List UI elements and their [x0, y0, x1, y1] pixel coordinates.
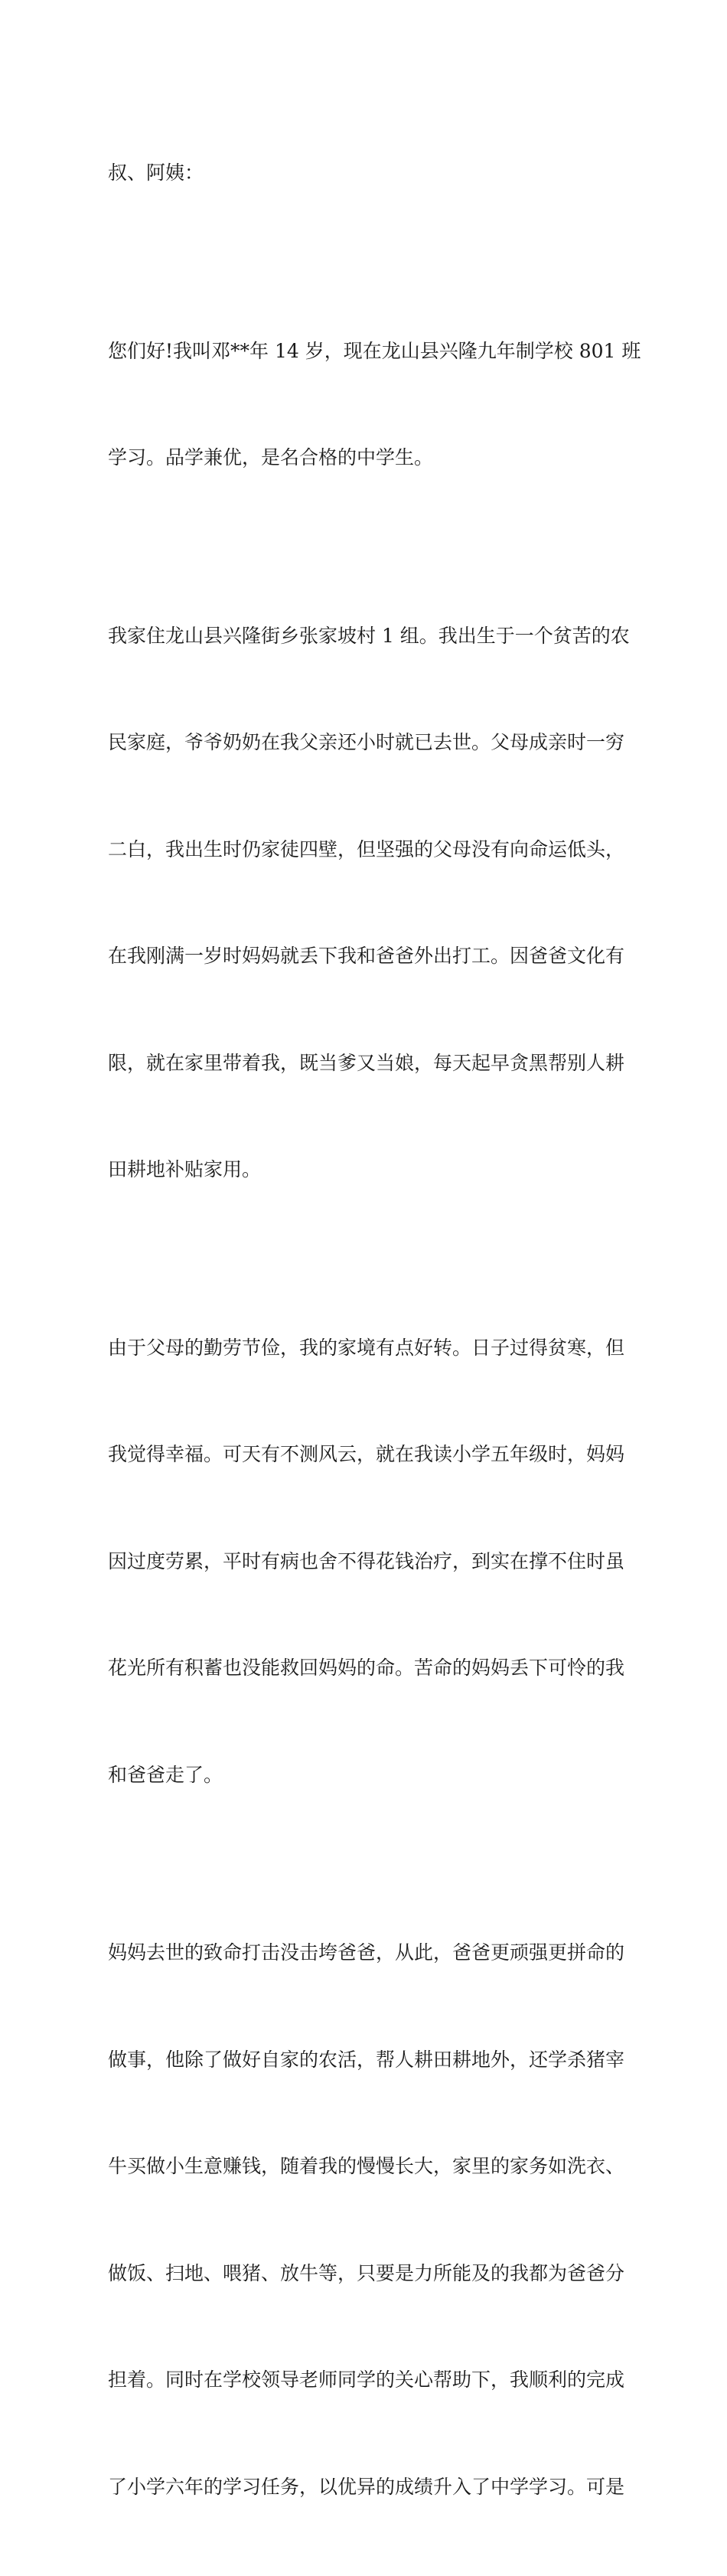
- text-line: 我家住龙山县兴隆街乡张家坡村 1 组。我出生于一个贫苦的农: [108, 624, 630, 647]
- text-line: 叔、阿姨：: [108, 162, 204, 184]
- text-line: 妈妈去世的致命打击没击垮爸爸，从此，爸爸更顽强更拼命的: [108, 1941, 625, 1964]
- text-line: 田耕地补贴家用。: [108, 1158, 262, 1180]
- text-line: 担着。同时在学校领导老师同学的关心帮助下，我顺利的完成: [108, 2369, 625, 2391]
- paragraph-father-struggle: [108, 1864, 628, 2576]
- paragraph-introduction: [108, 263, 641, 547]
- letter-body: [108, 84, 641, 2576]
- text-line: 民家庭，爷爷奶奶在我父亲还小时就已去世。父母成亲时一穷: [108, 731, 625, 753]
- text-line: 和爸爸走了。: [108, 1763, 223, 1786]
- text-line: 在我刚满一岁时妈妈就丢下我和爸爸外出打工。因爸爸文化有: [108, 945, 625, 967]
- text-line: 做饭、扫地、喂猪、放牛等，只要是力所能及的我都为爸爸分: [108, 2261, 625, 2284]
- text-line: 学习。品学兼优，是名合格的中学生。: [108, 446, 434, 469]
- text-line: 做事，他除了做好自家的农活，帮人耕田耕地外，还学杀猪宰: [108, 2048, 625, 2071]
- text-line: 了小学六年的学习任务，以优异的成绩升入了中学学习。可是: [108, 2475, 625, 2498]
- letter-greeting: [108, 84, 628, 263]
- text-line: 牛买做小生意赚钱，随着我的慢慢长大，家里的家务如洗衣、: [108, 2155, 625, 2177]
- paragraph-family-background: [108, 547, 628, 1259]
- text-line: 二白，我出生时仍家徒四壁，但坚强的父母没有向命运低头，: [108, 837, 625, 860]
- text-line: 花光所有积蓄也没能救回妈妈的命。苦命的妈妈丢下可怜的我: [108, 1657, 625, 1679]
- text-line: 因过度劳累，平时有病也舍不得花钱治疗，到实在撑不住时虽: [108, 1549, 625, 1572]
- text-line: 限，就在家里带着我，既当爹又当娘，每天起早贪黑帮别人耕: [108, 1051, 625, 1074]
- text-line: 由于父母的勤劳节俭，我的家境有点好转。日子过得贫寒，但: [108, 1336, 625, 1359]
- paragraph-mother-passing: [108, 1259, 628, 1865]
- text-line: 您们好!我叫邓**年 14 岁，现在龙山县兴隆九年制学校 801 班: [108, 339, 641, 362]
- text-line: 我觉得幸福。可天有不测风云，就在我读小学五年级时，妈妈: [108, 1443, 625, 1465]
